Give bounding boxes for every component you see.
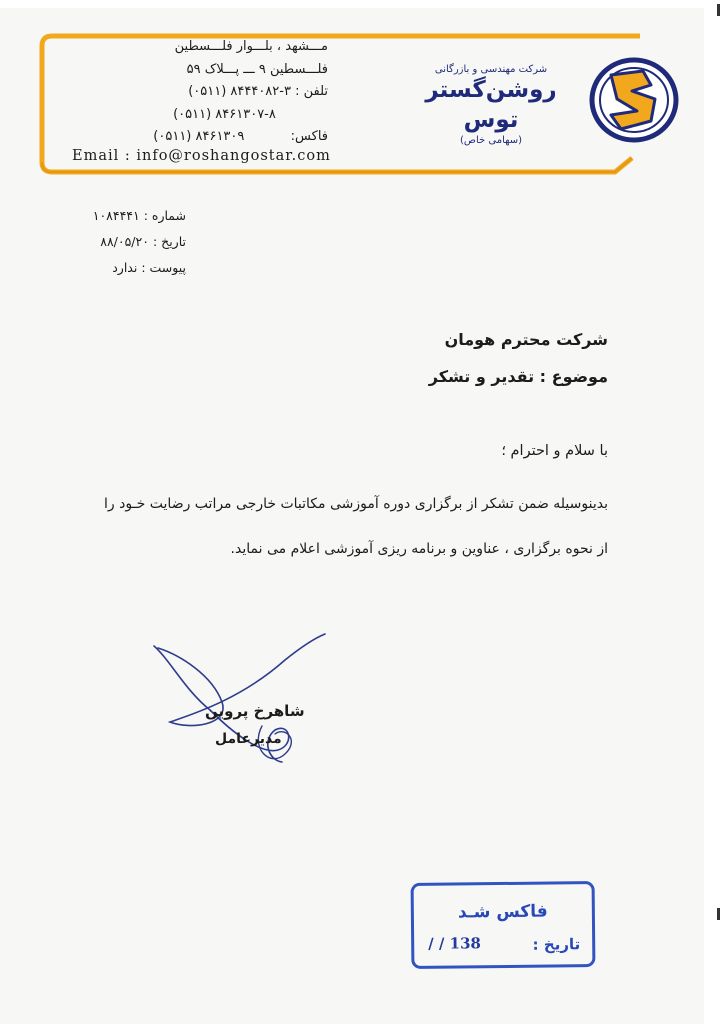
scan-mark bbox=[717, 908, 720, 920]
phone-label: تلفن : bbox=[295, 84, 328, 99]
phone-line-2 bbox=[68, 104, 328, 127]
stamp-date-label: تاریخ : bbox=[532, 935, 581, 954]
reference-number-row bbox=[70, 203, 186, 229]
attachment-label: پیوست : bbox=[141, 260, 186, 275]
company-type: (سهامی خاص) bbox=[459, 135, 523, 146]
letter-body bbox=[48, 482, 608, 572]
date-value: ۸۸/۰۵/۲۰ bbox=[100, 234, 149, 249]
email-line: Email : info@roshangostar.com bbox=[72, 148, 331, 164]
signer-name: شاهرخ پروین bbox=[205, 702, 305, 720]
attachment-value: ندارد bbox=[112, 260, 138, 275]
contact-block bbox=[68, 36, 328, 149]
address-line-2: فلـــسطين ۹ ـــ پـــلاک ۵۹ bbox=[186, 61, 328, 77]
stamp-title: فاکس شـد bbox=[457, 901, 548, 923]
phone-line-1 bbox=[68, 81, 328, 104]
company-desc: شرکت مهندسی و بازرگانی bbox=[434, 64, 548, 75]
phone-2: (۰۵۱۱) ۸۴۶۱۳۰۷-۸ bbox=[173, 106, 276, 122]
subject: موضوع : تقدیر و تشکر bbox=[428, 367, 608, 386]
stamp-date-row bbox=[426, 935, 580, 955]
body-line-2: از نحوه برگزاری ، عناوین و برنامه ریزی آموزشی اعلام می نماید. bbox=[230, 541, 608, 557]
fax-line bbox=[68, 126, 328, 149]
reference-attachment-row bbox=[70, 255, 186, 281]
number-value: ۱۰۸۴۴۴۱ bbox=[92, 208, 140, 223]
fax-label: فاکس: bbox=[290, 129, 328, 144]
signer-title: مدیرعامل bbox=[215, 731, 282, 747]
greeting: با سلام و احترام ؛ bbox=[501, 443, 608, 459]
scan-edge-top bbox=[0, 0, 722, 8]
scan-edge-right bbox=[704, 0, 722, 1024]
recipient: شرکت محترم هومان bbox=[444, 330, 608, 349]
reference-date-row bbox=[70, 229, 186, 255]
company-logo-icon bbox=[587, 55, 681, 145]
scan-mark bbox=[717, 4, 720, 16]
stamp-date-value: / / 138 bbox=[428, 934, 482, 953]
number-label: شماره : bbox=[143, 208, 186, 223]
phone-1: (۰۵۱۱) ۸۴۴۴۰۸۲-۳ bbox=[188, 84, 291, 99]
date-label: تاریخ : bbox=[152, 234, 186, 249]
reference-block bbox=[70, 203, 186, 281]
fax-stamp bbox=[411, 881, 596, 969]
company-name: روشن‌گستر توس bbox=[425, 77, 557, 133]
fax-number: (۰۵۱۱) ۸۴۶۱۳۰۹ bbox=[153, 129, 245, 144]
company-name-block bbox=[406, 64, 576, 146]
body-line-1: بدینوسیله ضمن تشکر از برگزاری دوره آموزشی مکاتبات خارجی مراتب رضایت خـود را bbox=[104, 496, 608, 512]
address-line-1: مـــشهد ، بلـــوار فلـــسطين bbox=[174, 39, 328, 54]
